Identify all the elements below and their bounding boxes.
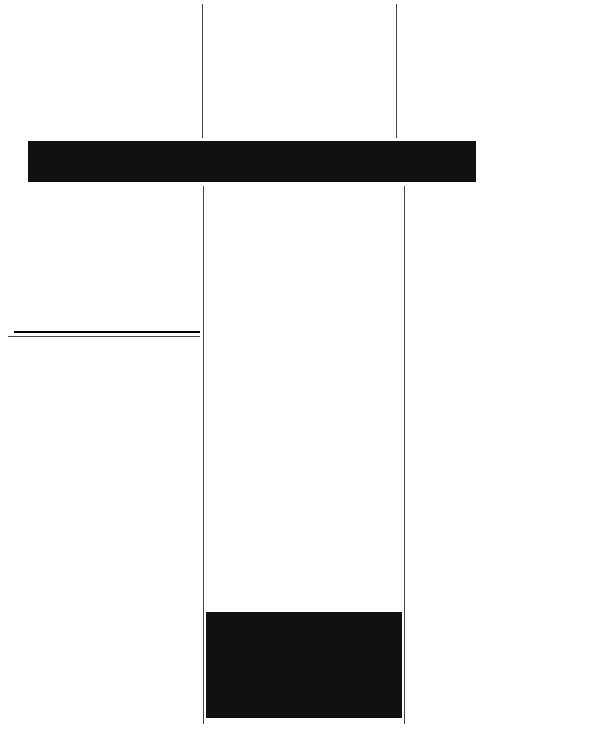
column-divider: [396, 4, 397, 138]
conference-subhead: [14, 305, 200, 333]
banner-headline: [28, 141, 476, 182]
column-divider: [203, 186, 204, 724]
article-column-middle-lower: [206, 188, 402, 606]
article-column-left-top: [8, 6, 198, 132]
column-divider: [404, 186, 405, 724]
article-column-right-lower: [408, 188, 584, 724]
article-column-right-top: [398, 6, 584, 136]
column-divider: [202, 4, 203, 138]
article-column-left-lower: [8, 188, 200, 298]
quote-box: [206, 612, 402, 718]
article-column-middle-top: [204, 6, 392, 136]
article-column-left-bottom: [8, 340, 200, 724]
section-divider: [8, 336, 200, 337]
